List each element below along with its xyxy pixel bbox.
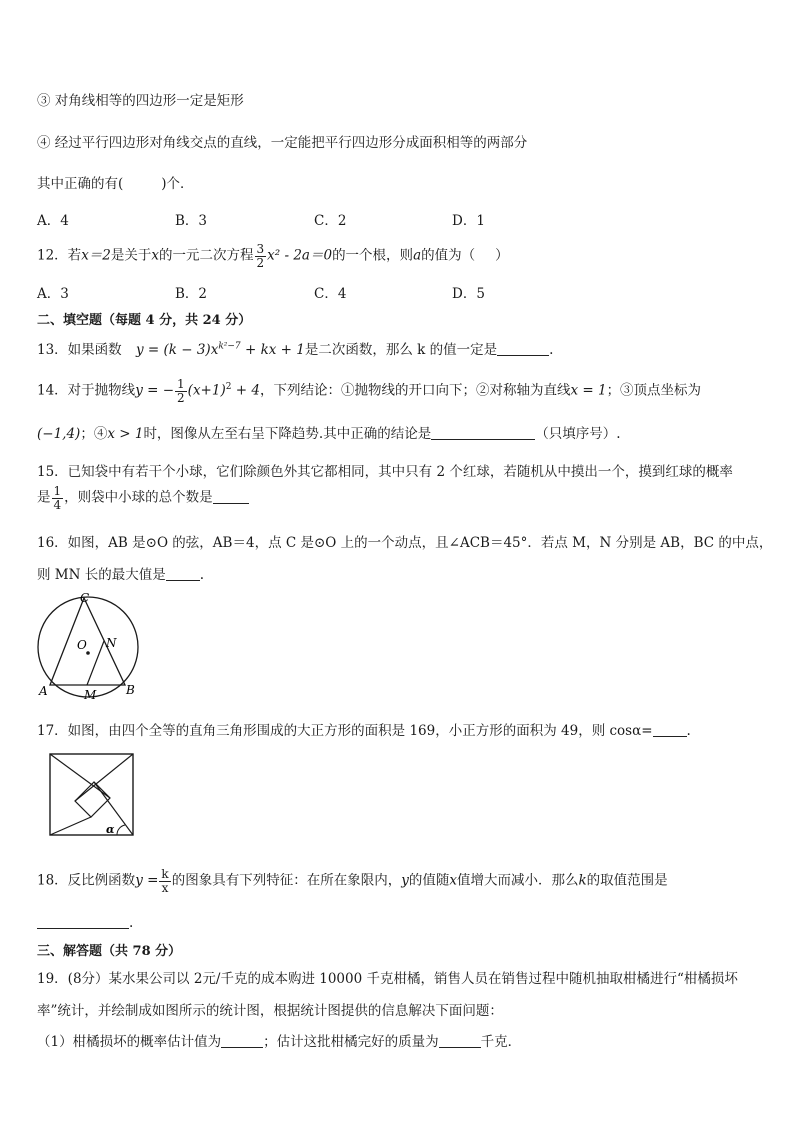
- label-b: B: [126, 683, 135, 697]
- q12-fraction: [255, 243, 267, 269]
- q18-end: .: [129, 915, 134, 931]
- q15-frac-num: 1: [53, 484, 62, 498]
- q12-frac-den: 2: [256, 255, 265, 270]
- q14-tail: + 4: [231, 382, 260, 399]
- q18-mid3: 值增大而减小．那么: [456, 872, 579, 889]
- q14-post2: ；③顶点坐标为: [606, 382, 702, 399]
- q13-formula-b: + kx + 1: [240, 342, 305, 358]
- q19-line-1: 19．(8分）某水果公司以 2元/千克的成本购进 10000 千克柑橘，销售人员在销售过程中随机抽取柑橘进行“柑橘损坏: [37, 971, 738, 987]
- label-a: A: [39, 684, 48, 698]
- q18-fraction: [159, 868, 170, 894]
- q19-line-3: [37, 1030, 521, 1050]
- q15-frac-den: 4: [53, 497, 62, 512]
- q19-blank-1[interactable]: [221, 1033, 263, 1048]
- q14-cond: x > 1: [107, 426, 144, 442]
- q14-l2b: ；④: [80, 426, 108, 442]
- q11-question: [37, 172, 194, 192]
- q14-fraction: [175, 378, 187, 404]
- q18-frac-num: k: [161, 867, 169, 881]
- q12-option-b: B．2: [175, 286, 208, 302]
- label-n: N: [106, 636, 117, 650]
- label-c: C: [80, 591, 90, 605]
- alpha-label: α: [106, 823, 115, 836]
- q18-answer-blank[interactable]: [37, 914, 129, 929]
- q19-l3-pre: （1）柑橘损坏的概率估计值为: [37, 1034, 222, 1050]
- q12-num: 12．若: [37, 247, 82, 264]
- q14-axis: x = 1: [570, 382, 607, 399]
- q18-y: y =: [135, 872, 159, 889]
- q13-post: 是二次函数，那么 k 的值一定是: [304, 342, 498, 358]
- q16-line2-post: .: [199, 567, 205, 583]
- q17-pre: 17．如图，由四个全等的直角三角形围成的大正方形的面积是 169，小正方形的面积为 49，则 cosα=: [37, 723, 653, 739]
- q13-stem: [37, 338, 553, 358]
- q14-line-2: [37, 422, 621, 442]
- q12-a: a: [413, 247, 422, 264]
- q15-line-1: 15．已知袋中有若干个小球，它们除颜色外其它都相同，其中只有 2 个红球，若随机从中摸出一个，摸到红球的概率: [37, 464, 733, 480]
- q17-answer-blank[interactable]: [653, 722, 687, 737]
- q14-vertex: (−1,4): [37, 426, 81, 442]
- q18-answer-line: [37, 914, 133, 931]
- q12-option-d: D．5: [452, 286, 485, 302]
- q14-y: y = −: [135, 382, 175, 399]
- q18-yv: y: [401, 872, 409, 889]
- q16-line2-pre: 则 MN 长的最大值是: [37, 567, 166, 583]
- q14-post: ，下列结论：①抛物线的开口向下；②对称轴为直线: [259, 382, 571, 399]
- q12-equation: x² - 2a＝0: [267, 247, 333, 264]
- q16-answer-blank[interactable]: [166, 566, 200, 581]
- q12-eq: x＝2: [81, 247, 111, 264]
- q13-answer-blank[interactable]: [497, 341, 549, 356]
- q18-frac-den: x: [161, 880, 169, 895]
- section-solve-title: 三、解答题（共 78 分）: [37, 944, 182, 959]
- q12-t5: 的值为（: [421, 247, 476, 264]
- q18-stem: [37, 868, 668, 894]
- q12-t4: 的一个根，则: [332, 247, 414, 264]
- section-fill-blank-title: 二、填空题（每题 4 分，共 24 分）: [37, 313, 252, 328]
- alpha-arc: [117, 825, 125, 835]
- q15-line-2: [37, 485, 249, 511]
- q19-l3-post: 千克．: [480, 1034, 522, 1050]
- q11-statement-3: ③ 对角线相等的四边形一定是矩形: [37, 93, 244, 109]
- q15-pre2: 是: [37, 489, 51, 506]
- q16-circle-figure: [30, 588, 150, 706]
- q12-option-a: A．3: [37, 286, 69, 302]
- q13-pre: 13．如果函数: [37, 342, 122, 358]
- q12-t2: 的一元二次方程: [159, 247, 254, 264]
- q12-stem: [37, 243, 509, 269]
- q13-formula-a: y = (k − 3)x: [135, 342, 219, 358]
- q12-option-c: C．4: [314, 286, 347, 302]
- q11-option-b: B．3: [175, 213, 208, 229]
- q18-mid: 的图象具有下列特征：在所在象限内，: [171, 872, 402, 889]
- q14-frac-num: 1: [177, 377, 185, 391]
- q17-square-figure: [49, 753, 135, 837]
- q15-answer-blank[interactable]: [213, 489, 249, 504]
- q11-statement-4: ④ 经过平行四边形对角线交点的直线，一定能把平行四边形分成面积相等的两部分: [37, 135, 528, 151]
- q14-frac-den: 2: [177, 390, 185, 405]
- q14-l2d: 时，图像从左至右呈下降趋势.其中正确的结论是: [143, 426, 432, 442]
- q19-l3-mid: ；估计这批柑橘完好的质量为: [263, 1034, 439, 1050]
- q18-kv: k: [578, 872, 587, 889]
- big-square: [50, 754, 133, 835]
- q18-post: 的取值范围是: [586, 872, 668, 889]
- q12-frac-num: 3: [256, 242, 265, 256]
- q12-x: x: [151, 247, 160, 264]
- q12-t6: ）: [495, 247, 509, 264]
- q11-ask-pre: 其中正确的有(: [37, 176, 124, 192]
- q12-t1: 是关于: [110, 247, 152, 264]
- q11-ask-post: )个．: [161, 176, 194, 192]
- q14-exp: 2: [225, 382, 232, 393]
- q13-exponent: k²−7: [218, 341, 241, 352]
- q14-body: (x+1): [187, 382, 226, 399]
- q15-fraction: [52, 485, 64, 511]
- q14-line-1: [37, 378, 701, 404]
- q14-l2e: （只填序号）.: [535, 426, 621, 442]
- q18-xv: x: [449, 872, 457, 889]
- q16-line-1: 16．如图，AB 是⊙O 的弦，AB＝4，点 C 是⊙O 上的一个动点，且∠ACB＝45°．若点 M，N 分别是 AB，BC 的中点，: [37, 535, 773, 551]
- q16-line-2: [37, 563, 204, 583]
- segment-mn: [87, 641, 104, 685]
- q11-option-d: D．1: [452, 213, 485, 229]
- q14-answer-blank[interactable]: [431, 425, 535, 440]
- hyp-4: [50, 817, 91, 835]
- q17-stem: [37, 719, 691, 739]
- label-o: O: [77, 638, 87, 652]
- q18-pre: 18．反比例函数: [37, 872, 136, 889]
- q11-option-a: A．4: [37, 213, 69, 229]
- q19-line-2: 率”统计，并绘制成如图所示的统计图，根据统计图提供的信息解决下面问题：: [37, 1003, 503, 1019]
- q15-post2: ，则袋中小球的总个数是: [64, 489, 213, 506]
- label-m: M: [84, 688, 97, 702]
- q13-end: .: [549, 342, 554, 358]
- q17-post: .: [686, 723, 691, 739]
- q18-mid2: 的值随: [408, 872, 450, 889]
- q19-blank-2[interactable]: [439, 1033, 481, 1048]
- q14-pre: 14．对于抛物线: [37, 382, 136, 399]
- q11-option-c: C．2: [314, 213, 347, 229]
